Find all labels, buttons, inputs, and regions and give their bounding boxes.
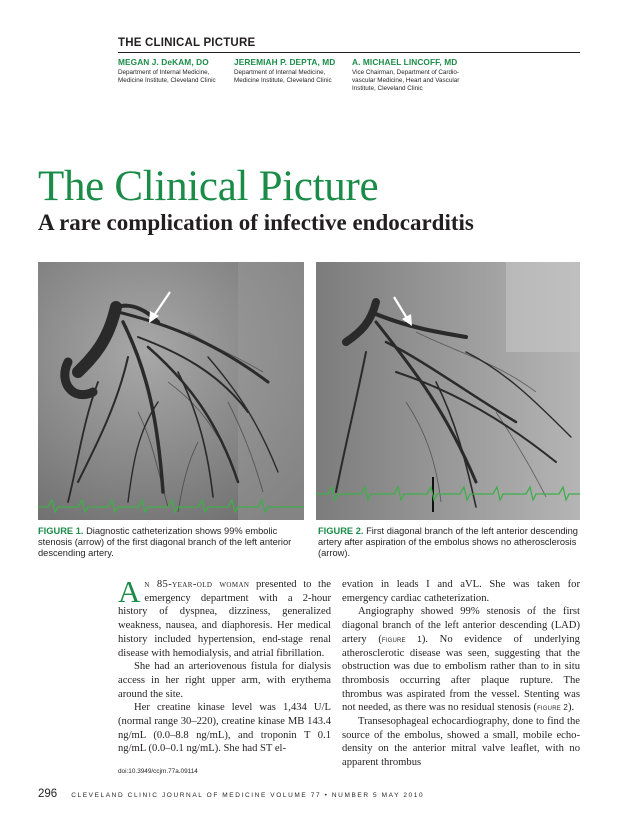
paragraph-5-b: ). No evidence of underlying atherosclerotic disease was seen, suggesting that the obstruction was due to embolism rather than to in situ thrombosis occurring after plaque rupture. The thrombus was aspirated from the vessel. Stenting was not needed, as there was no residual stenosis ( bbox=[342, 633, 580, 714]
paragraph-5 bbox=[342, 605, 580, 715]
figure-1-angiogram bbox=[38, 262, 304, 520]
author-name: JEREMIAH P. DEPTA, MD bbox=[234, 57, 336, 67]
header-rule bbox=[118, 52, 580, 53]
page-title: The Clinical Picture bbox=[38, 163, 379, 210]
figure-2-caption-text: First diagonal branch of the left anterior descending artery after aspiration of the embolus shows no atherosclerosis (arrow). bbox=[318, 526, 578, 559]
article-subtitle: A rare complication of infective endocarditis bbox=[38, 210, 474, 235]
figure-2-angiogram bbox=[316, 262, 580, 520]
paragraph-4: evation in leads I and aVL. She was taken for emergency cardiac catheterization. bbox=[342, 579, 580, 604]
figure-2-reference: figure 2 bbox=[537, 703, 569, 713]
author-name: A. MICHAEL LINCOFF, MD bbox=[352, 57, 458, 67]
figure-1-caption bbox=[38, 526, 300, 560]
figure-2-label: FIGURE 2. bbox=[318, 526, 364, 536]
journal-info: CLEVELAND CLINIC JOURNAL OF MEDICINE VOLUME 77 • NUMBER 5 MAY 2010 bbox=[71, 792, 425, 799]
body-column-right bbox=[342, 578, 580, 770]
paragraph-2: She had an arteriovenous fistula for dialysis access in her right upper arm, with erythema around the site. bbox=[118, 661, 331, 700]
figure-1-reference: figure 1 bbox=[381, 634, 422, 644]
author-1 bbox=[118, 57, 230, 85]
author-name: MEGAN J. DeKAM, DO bbox=[118, 57, 209, 67]
section-label: THE CLINICAL PICTURE bbox=[118, 37, 256, 49]
figure-1-caption-text: Diagnostic catheterization shows 99% embolic stenosis (arrow) of the first diagonal branch of the left anterior descending artery. bbox=[38, 526, 292, 559]
page-footer bbox=[38, 784, 424, 802]
paragraph-1: presented to the emergency department with a 2-hour history of dyspnea, dizziness, generalized weakness, nausea, and diaphoresis. Her medical history included hypertension, end-stage renal disease with hemodialysis, and atrial fibrillation. bbox=[118, 579, 332, 659]
paragraph-5-a: Angiography showed 99% stenosis of the first diagonal branch of the left anterior descending (LAD) artery ( bbox=[342, 606, 580, 645]
drop-cap: A bbox=[118, 574, 141, 609]
lead-in: n 85-year-old woman bbox=[144, 579, 250, 590]
body-column-left bbox=[118, 574, 332, 756]
paragraph-6: Transesophageal echocardiography, done to find the source of the embolus, showed a small, mobile echo-density on the anterior mitral valve leaflet, with no apparent thrombus bbox=[342, 716, 580, 769]
page-number: 296 bbox=[38, 788, 58, 800]
author-affiliation: Department of Internal Medicine, Medicine Institute, Cleveland Clinic bbox=[234, 69, 332, 85]
author-affiliation: Department of Internal Medicine, Medicine Institute, Cleveland Clinic bbox=[118, 69, 216, 85]
doi: doi:10.3949/ccjm.77a.09114 bbox=[118, 768, 198, 775]
figure-1-label: FIGURE 1. bbox=[38, 526, 84, 536]
author-2 bbox=[234, 57, 346, 85]
paragraph-5-c: ). bbox=[568, 702, 575, 714]
paragraph-3: Her creatine kinase level was 1,434 U/L (normal range 30–220), creatine kinase MB 143.4 ng/mL (0.0–8.8 ng/mL), and troponin T 0.1 ng/mL (0.0–0.1 ng/mL). She had ST el- bbox=[118, 702, 331, 755]
author-3 bbox=[352, 57, 464, 94]
figure-2-caption bbox=[318, 526, 580, 560]
author-affiliation: Vice Chairman, Department of Cardio-vascular Medicine, Heart and Vascular Institute, Cleveland Clinic bbox=[352, 69, 460, 93]
